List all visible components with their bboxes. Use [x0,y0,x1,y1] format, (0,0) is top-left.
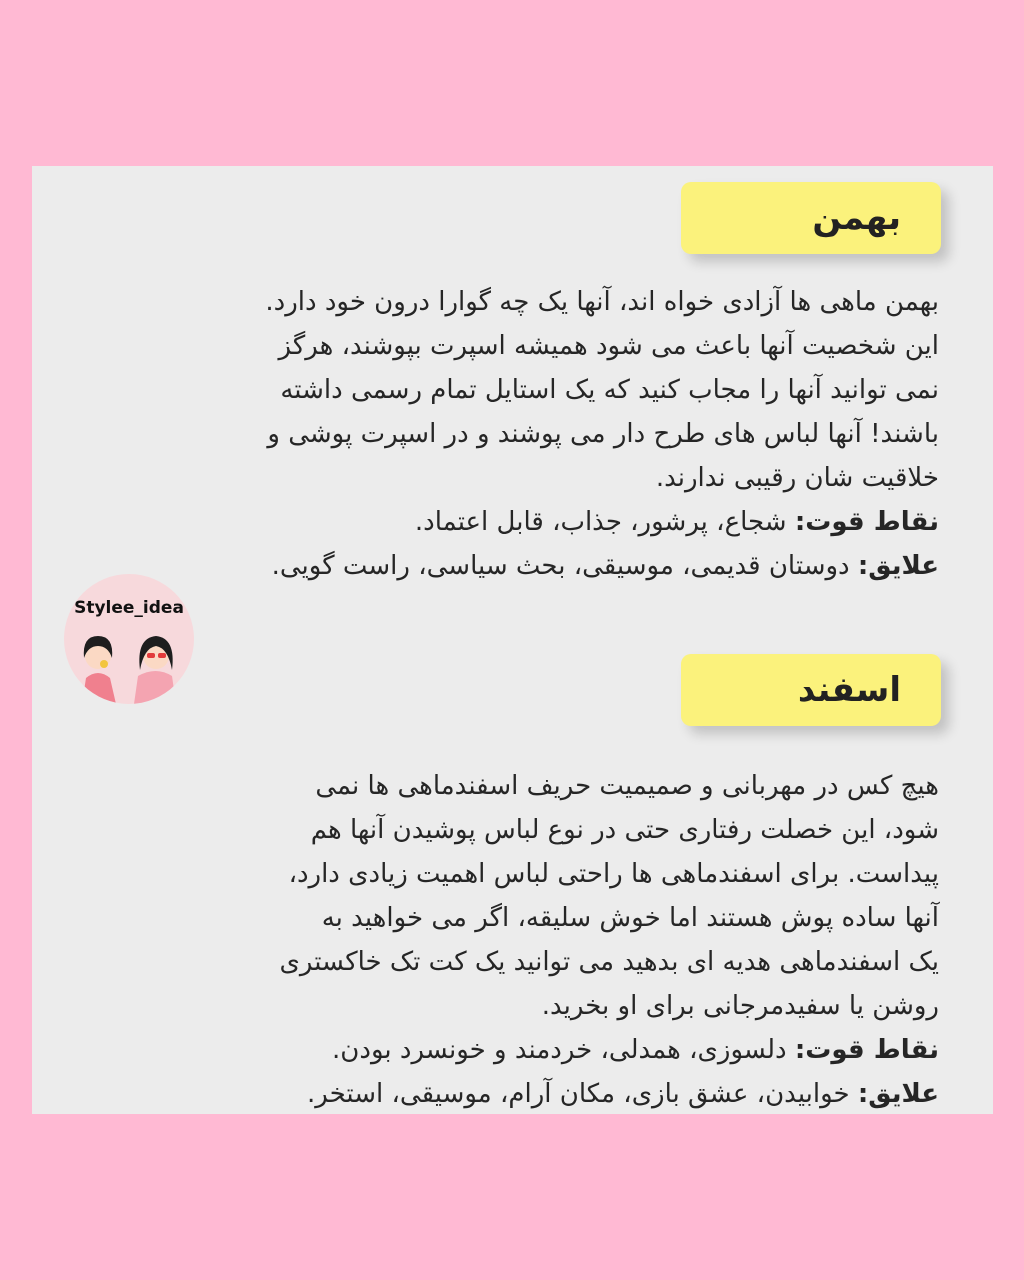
body-line: هیچ کس در مهربانی و صمیمیت حریف اسفندماهی ها نمی [315,771,939,801]
section-body-bahman [99,280,939,588]
body-line: روشن یا سفیدمرجانی برای او بخرید. [541,991,939,1021]
strengths-line [99,1028,939,1072]
body-line: باشند! آنها لباس های طرح دار می پوشند و در اسپرت پوشی و [267,419,939,449]
body-line: شود، این خصلت رفتاری حتی در نوع لباس پوشیدن آنها هم [310,815,939,845]
body-line: بهمن ماهی ها آزادی خواه اند، آنها یک چه گوارا درون خود دارد. [265,287,939,317]
section-title-esfand: اسفند [681,654,941,726]
body-line: این شخصیت آنها باعث می شود همیشه اسپرت بپوشند، هرگز [278,331,939,361]
strengths-value: شجاع، پرشور، جذاب، قابل اعتماد. [414,507,795,537]
strengths-line [99,500,939,544]
body-line: خلاقیت شان رقیبی ندارند. [655,463,939,493]
watermark-handle: Stylee_idea [74,598,184,618]
section-body-esfand [99,764,939,1116]
body-line: نمی توانید آنها را مجاب کنید که یک استایل تمام رسمی داشته [280,375,939,405]
watermark-logo [64,574,194,704]
interests-line [99,1072,939,1116]
body-line: آنها ساده پوش هستند اما خوش سلیقه، اگر می خواهید به [321,903,939,933]
interests-label: علایق: [857,1079,939,1109]
strengths-value: دلسوزی، همدلی، خردمند و خونسرد بودن. [332,1035,795,1065]
section-title-bahman: بهمن [681,182,941,254]
interests-line [99,544,939,588]
strengths-label: نقاط قوت: [794,1035,939,1065]
interests-value: خوابیدن، عشق بازی، مکان آرام، موسیقی، استخر. [307,1079,858,1109]
interests-value: دوستان قدیمی، موسیقی، بحث سیاسی، راست گویی. [271,551,858,581]
interests-label: علایق: [857,551,939,581]
body-line: یک اسفندماهی هدیه ای بدهید می توانید یک کت تک خاکستری [279,947,939,977]
girls-illustration-icon [64,574,194,704]
strengths-label: نقاط قوت: [794,507,939,537]
body-line: پیداست. برای اسفندماهی ها راحتی لباس اهمیت زیادی دارد، [288,859,939,889]
